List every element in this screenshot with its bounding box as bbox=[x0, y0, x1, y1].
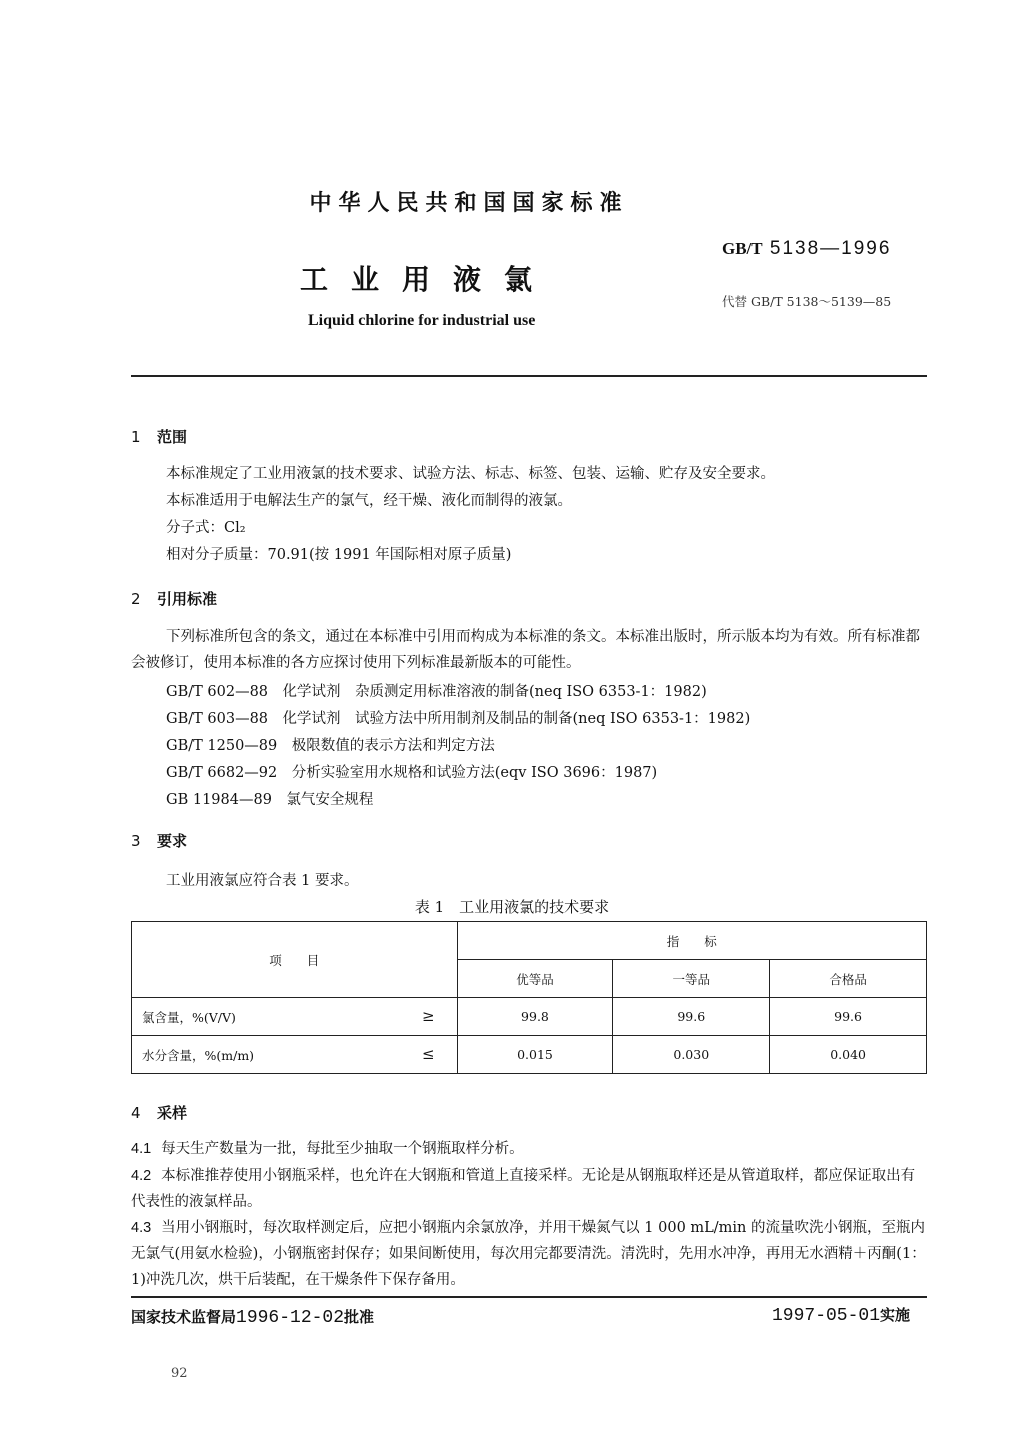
approval-line: 国家技术监督局1996-12-02批准 bbox=[131, 1308, 375, 1328]
s1-para-1: 本标准规定了工业用液氯的技术要求、试验方法、标志、标签、包装、运输、贮存及安全要求。 bbox=[166, 466, 775, 482]
header-divider bbox=[131, 375, 927, 377]
comparison-symbol: ≤ bbox=[421, 1045, 435, 1063]
standard-code: 5138—1996 bbox=[769, 238, 892, 259]
implementation-line: 1997-05-01实施 bbox=[772, 1306, 911, 1326]
ref-item: GB/T 602—88 化学试剂 杂质测定用标准溶液的制备(neq ISO 6353-1：1982) bbox=[166, 684, 707, 700]
row-label: 水分含量，%(m/m) ≤ bbox=[132, 1036, 458, 1074]
s1-formula: 分子式：Cl₂ bbox=[166, 520, 246, 536]
standard-number bbox=[722, 238, 891, 260]
clause-4-1: 4.1 每天生产数量为一批，每批至少抽取一个钢瓶取样分析。 bbox=[131, 1141, 524, 1157]
footer-divider bbox=[131, 1296, 927, 1298]
ref-item: GB/T 603—88 化学试剂 试验方法中所用制剂及制品的制备(neq ISO 6353-1：1982) bbox=[166, 711, 751, 727]
table-cell: 0.040 bbox=[770, 1036, 927, 1074]
table-1-caption: 表 1 工业用液氯的技术要求 bbox=[414, 898, 610, 916]
table-1 bbox=[131, 921, 927, 1074]
standard-title-en: Liquid chlorine for industrial use bbox=[308, 312, 536, 329]
standard-title-cn: 工业用液氯 bbox=[300, 263, 556, 296]
page-number: 92 bbox=[171, 1366, 188, 1381]
s1-molar-mass: 相对分子质量：70.91(按 1991 年国际相对原子质量) bbox=[166, 547, 512, 563]
table-cell: 0.015 bbox=[457, 1036, 613, 1074]
table-row bbox=[132, 1036, 927, 1074]
table-cell: 0.030 bbox=[613, 1036, 770, 1074]
s2-intro: 下列标准所包含的条文，通过在本标准中引用而构成为本标准的条文。本标准出版时，所示版本均为有效。所有标准都会被修订，使用本标准的各方应探讨使用下列标准最新版本的可能性。 bbox=[131, 629, 920, 671]
section-4-heading: 4 采样 bbox=[131, 1104, 188, 1122]
table-cell: 99.6 bbox=[613, 998, 770, 1036]
clause-4-2: 4.2 本标准推荐使用小钢瓶采样，也允许在大钢瓶和管道上直接采样。无论是从钢瓶取样还是从管道取样，都应保证取出有代表性的液氯样品。 bbox=[131, 1168, 916, 1210]
table-row bbox=[132, 998, 927, 1036]
table-cell: 99.8 bbox=[457, 998, 613, 1036]
section-2-heading: 2 引用标准 bbox=[131, 590, 218, 608]
ref-item: GB 11984—89 氯气安全规程 bbox=[166, 792, 374, 808]
s3-para: 工业用液氯应符合表 1 要求。 bbox=[166, 873, 359, 889]
table-cell: 99.6 bbox=[770, 998, 927, 1036]
section-1-heading: 1 范围 bbox=[131, 428, 188, 446]
issuing-body-title: 中华人民共和国国家标准 bbox=[309, 191, 629, 216]
item-header: 项 目 bbox=[132, 922, 458, 998]
clause-4-3: 4.3 当用小钢瓶时，每次取样测定后，应把小钢瓶内余氯放净，并用干燥氮气以 1 000 mL/min 的流量吹洗小钢瓶，至瓶内无氯气(用氨水检验)，小钢瓶密封保存；如果间断使用，每次用完都要清洗。清洗时，先用水冲净，再用无水酒精＋丙酮(1：1)冲洗几次，烘干后装配，在干燥条件下保存备用。 bbox=[131, 1220, 926, 1288]
s1-para-2: 本标准适用于电解法生产的氯气，经干燥、液化而制得的液氯。 bbox=[166, 493, 572, 509]
row-label: 氯含量，%(V/V) ≥ bbox=[132, 998, 458, 1036]
ref-item: GB/T 6682—92 分析实验室用水规格和试验方法(eqv ISO 3696：1987) bbox=[166, 765, 658, 781]
replaces-note: 代替 GB/T 5138～5139—85 bbox=[722, 294, 892, 309]
grade-header: 优等品 bbox=[457, 960, 613, 998]
ref-item: GB/T 1250—89 极限数值的表示方法和判定方法 bbox=[166, 738, 495, 754]
grade-header: 一等品 bbox=[613, 960, 770, 998]
standard-prefix: GB/T bbox=[722, 239, 763, 258]
index-header: 指 标 bbox=[457, 922, 926, 960]
grade-header: 合格品 bbox=[770, 960, 927, 998]
comparison-symbol: ≥ bbox=[421, 1007, 435, 1025]
section-3-heading: 3 要求 bbox=[131, 832, 188, 850]
